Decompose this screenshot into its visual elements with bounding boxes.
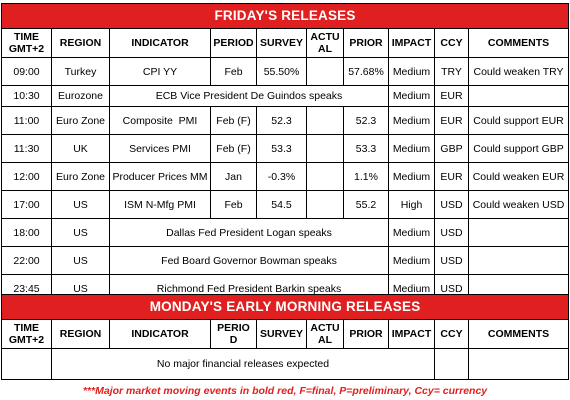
cell-prior: 53.3 (344, 135, 389, 163)
cell-survey: 54.5 (257, 191, 307, 219)
header-period: PERIOD (211, 29, 257, 58)
empty-cell (435, 349, 469, 380)
footer-note: ***Major market moving events in bold red, F=final, P=preliminary, Ccy= currency (82, 385, 488, 397)
cell-comments (469, 86, 569, 107)
cell-region: US (52, 275, 110, 303)
cell-comments (469, 247, 569, 275)
cell-comments (469, 219, 569, 247)
friday-header-row (2, 29, 569, 58)
header-indicator: INDICATOR (110, 29, 211, 58)
cell-event: ECB Vice President De Guindos speaks (110, 86, 389, 107)
table-row (2, 349, 569, 380)
table-row (2, 191, 569, 219)
header-comments: COMMENTS (469, 320, 569, 349)
cell-ccy: EUR (435, 86, 469, 107)
header-actual: ACTU AL (307, 29, 344, 58)
cell-actual (307, 135, 344, 163)
cell-ccy: EUR (435, 107, 469, 135)
cell-comments: Could support GBP (469, 135, 569, 163)
cell-region: US (52, 191, 110, 219)
cell-region: Euro Zone (52, 163, 110, 191)
monday-releases-table (1, 294, 569, 380)
header-region: REGION (52, 29, 110, 58)
header-survey: SURVEY (257, 29, 307, 58)
cell-comments: Could weaken TRY (469, 58, 569, 86)
cell-region: Turkey (52, 58, 110, 86)
cell-comments: Could weaken EUR (469, 163, 569, 191)
cell-impact: Medium (389, 86, 435, 107)
header-region: REGION (52, 320, 110, 349)
cell-region: US (52, 247, 110, 275)
header-impact: IMPACT (389, 29, 435, 58)
header-period: PERIO D (211, 320, 257, 349)
table-row (2, 86, 569, 107)
cell-prior: 57.68% (344, 58, 389, 86)
cell-indicator: ISM N-Mfg PMI (110, 191, 211, 219)
cell-time: 09:00 (2, 58, 52, 86)
cell-actual (307, 58, 344, 86)
cell-impact: Medium (389, 107, 435, 135)
cell-survey: 55.50% (257, 58, 307, 86)
header-ccy: CCY (435, 320, 469, 349)
cell-prior: 52.3 (344, 107, 389, 135)
header-prior: PRIOR (344, 320, 389, 349)
header-actual: ACTU AL (307, 320, 344, 349)
cell-ccy: USD (435, 191, 469, 219)
cell-event: Richmond Fed President Barkin speaks (110, 275, 389, 303)
monday-header-row (2, 320, 569, 349)
cell-impact: Medium (389, 247, 435, 275)
cell-period: Feb (F) (211, 135, 257, 163)
header-time: TIME GMT+2 (2, 320, 52, 349)
table-row (2, 107, 569, 135)
monday-title: MONDAY'S EARLY MORNING RELEASES (2, 295, 569, 320)
cell-survey: 53.3 (257, 135, 307, 163)
table-row (2, 58, 569, 86)
cell-event: Fed Board Governor Bowman speaks (110, 247, 389, 275)
cell-impact: Medium (389, 163, 435, 191)
no-events-message: No major financial releases expected (52, 349, 435, 380)
cell-region: Eurozone (52, 86, 110, 107)
cell-prior: 55.2 (344, 191, 389, 219)
cell-impact: Medium (389, 219, 435, 247)
header-impact: IMPACT (389, 320, 435, 349)
cell-region: US (52, 219, 110, 247)
cell-time: 10:30 (2, 86, 52, 107)
cell-actual (307, 191, 344, 219)
cell-ccy: TRY (435, 58, 469, 86)
cell-impact: High (389, 191, 435, 219)
friday-title: FRIDAY'S RELEASES (2, 4, 569, 29)
cell-indicator: CPI YY (110, 58, 211, 86)
cell-ccy: USD (435, 219, 469, 247)
cell-time: 18:00 (2, 219, 52, 247)
cell-comments: Could support EUR (469, 107, 569, 135)
table-row (2, 163, 569, 191)
cell-comments: Could weaken USD (469, 191, 569, 219)
cell-impact: Medium (389, 275, 435, 303)
cell-actual (307, 107, 344, 135)
cell-indicator: Producer Prices MM (110, 163, 211, 191)
cell-event: Dallas Fed President Logan speaks (110, 219, 389, 247)
header-ccy: CCY (435, 29, 469, 58)
header-prior: PRIOR (344, 29, 389, 58)
cell-ccy: EUR (435, 163, 469, 191)
cell-time: 11:30 (2, 135, 52, 163)
cell-period: Jan (211, 163, 257, 191)
header-survey: SURVEY (257, 320, 307, 349)
empty-cell (2, 349, 52, 380)
header-time: TIME GMT+2 (2, 29, 52, 58)
cell-time: 11:00 (2, 107, 52, 135)
cell-ccy: USD (435, 247, 469, 275)
cell-ccy: USD (435, 275, 469, 303)
empty-cell (469, 349, 569, 380)
cell-survey: -0.3% (257, 163, 307, 191)
cell-impact: Medium (389, 58, 435, 86)
cell-indicator: Services PMI (110, 135, 211, 163)
cell-ccy: GBP (435, 135, 469, 163)
table-row (2, 219, 569, 247)
cell-prior: 1.1% (344, 163, 389, 191)
cell-time: 17:00 (2, 191, 52, 219)
table-row (2, 135, 569, 163)
cell-region: UK (52, 135, 110, 163)
cell-indicator: Composite PMI (110, 107, 211, 135)
cell-actual (307, 163, 344, 191)
cell-period: Feb (211, 58, 257, 86)
header-indicator: INDICATOR (110, 320, 211, 349)
cell-time: 23:45 (2, 275, 52, 303)
header-comments: COMMENTS (469, 29, 569, 58)
cell-time: 22:00 (2, 247, 52, 275)
cell-region: Euro Zone (52, 107, 110, 135)
cell-impact: Medium (389, 135, 435, 163)
cell-period: Feb (F) (211, 107, 257, 135)
cell-survey: 52.3 (257, 107, 307, 135)
cell-period: Feb (211, 191, 257, 219)
friday-releases-table (1, 3, 569, 303)
cell-time: 12:00 (2, 163, 52, 191)
table-row (2, 247, 569, 275)
